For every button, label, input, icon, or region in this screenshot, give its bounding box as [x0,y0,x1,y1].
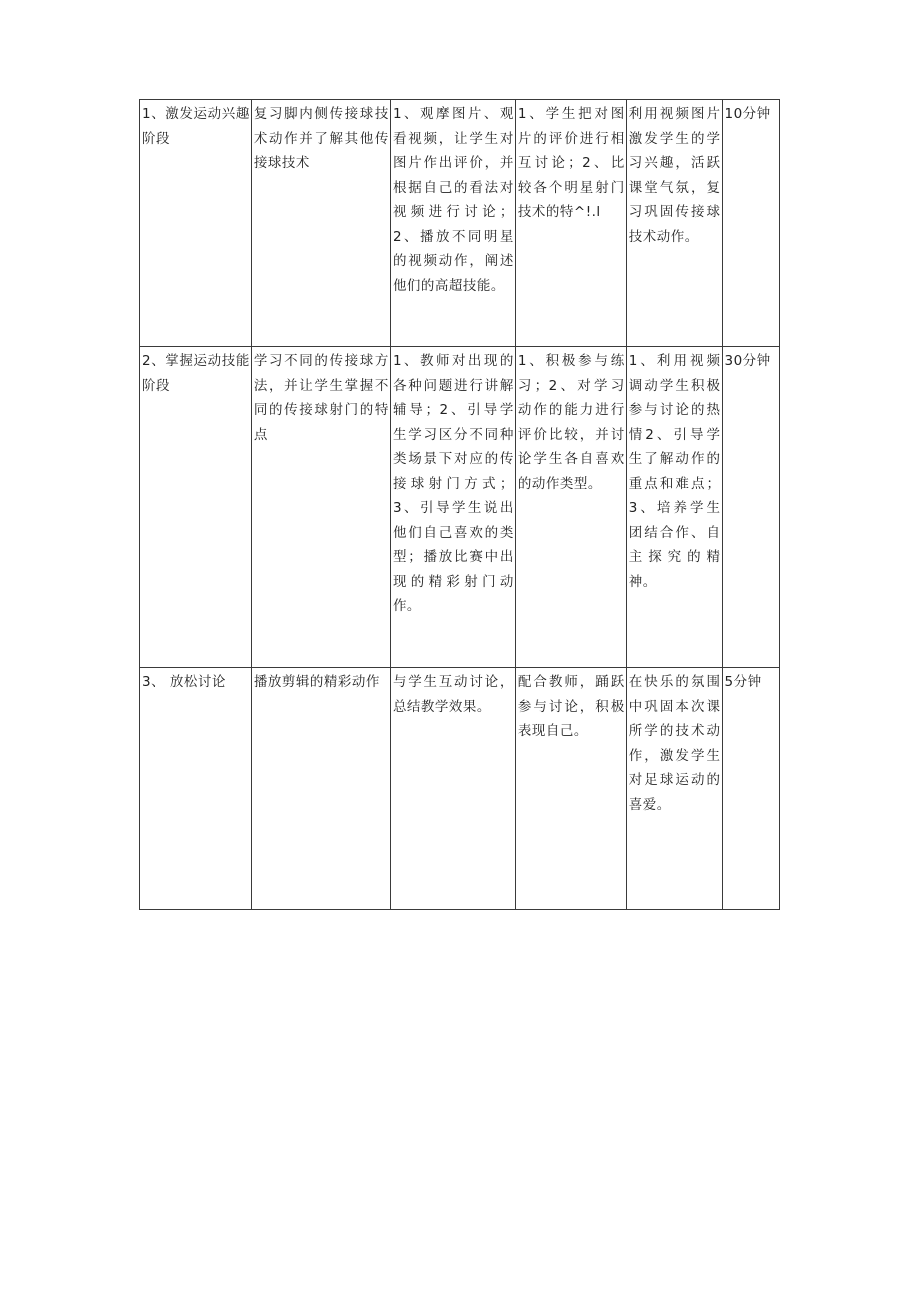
lesson-plan-table [139,99,780,910]
content-cell: 复习脚内侧传接球技术动作并了解其他传接球技术 [251,100,390,347]
table-row [140,347,780,668]
teacher-activity-cell: 与学生互动讨论，总结教学效果。 [390,668,515,910]
student-activity-cell: 配合教师，踊跃参与讨论，积极表现自己。 [515,668,626,910]
time-cell: 10分钟 [722,100,780,347]
purpose-cell: 利用视频图片激发学生的学习兴趣，活跃课堂气氛，复习巩固传接球技术动作。 [626,100,722,347]
stage-cell: 1、激发运动兴趣阶段 [140,100,252,347]
student-activity-cell: 1、学生把对图片的评价进行相互讨论；2、比较各个明星射门技术的特^!.l [515,100,626,347]
time-cell: 5分钟 [722,668,780,910]
stage-cell: 3、 放松讨论 [140,668,252,910]
purpose-cell: 在快乐的氛围中巩固本次课所学的技术动作，激发学生对足球运动的喜爱。 [626,668,722,910]
table-row [140,100,780,347]
purpose-cell: 1、利用视频调动学生积极参与讨论的热情2、引导学生了解动作的重点和难点；3、培养学生团结合作、自主探究的精神。 [626,347,722,668]
student-activity-cell: 1、积极参与练习；2、对学习动作的能力进行评价比较，并讨论学生各自喜欢的动作类型。 [515,347,626,668]
teacher-activity-cell: 1、观摩图片、观看视频，让学生对图片作出评价，并根据自己的看法对视频进行讨论；2、播放不同明星的视频动作，阐述他们的高超技能。 [390,100,515,347]
stage-cell: 2、掌握运动技能阶段 [140,347,252,668]
teacher-activity-cell: 1、教师对出现的各种问题进行讲解辅导；2、引导学生学习区分不同种类场景下对应的传接球射门方式；3、引导学生说出他们自己喜欢的类型；播放比赛中出现的精彩射门动作。 [390,347,515,668]
time-cell: 30分钟 [722,347,780,668]
table-row [140,668,780,910]
content-cell: 学习不同的传接球方法，并让学生掌握不同的传接球射门的特点 [251,347,390,668]
content-cell: 播放剪辑的精彩动作 [251,668,390,910]
